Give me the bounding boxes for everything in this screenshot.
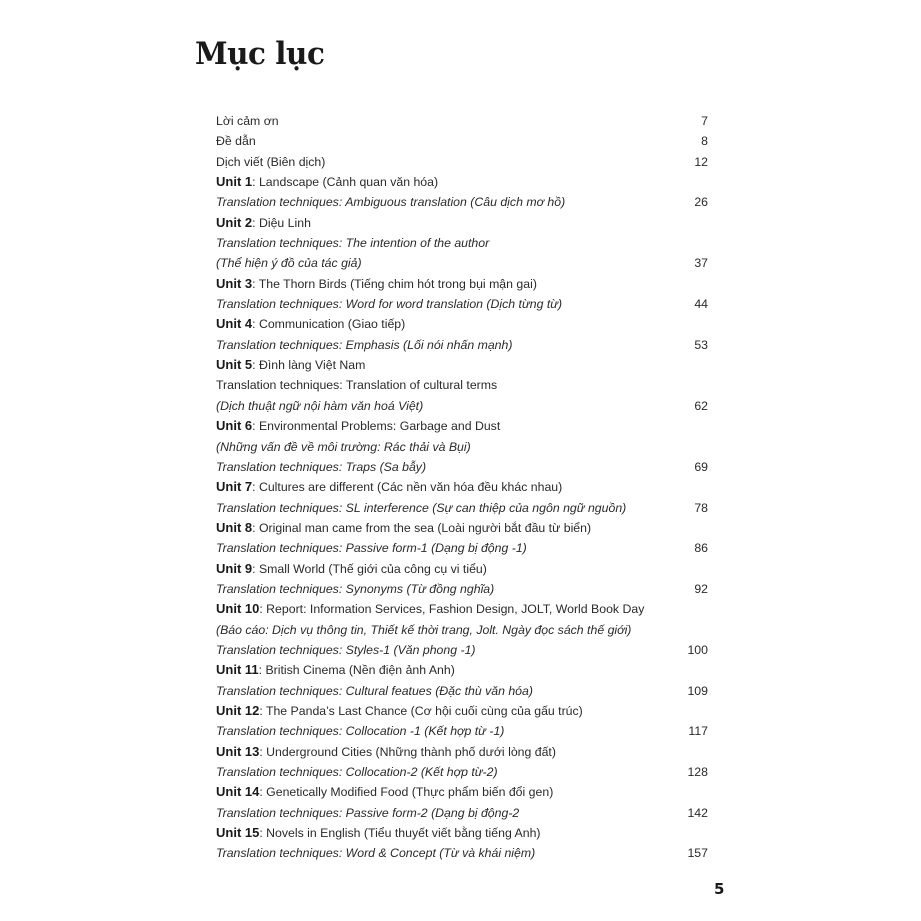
toc-page-number: 142 <box>687 805 708 820</box>
unit-heading <box>216 518 708 538</box>
toc-page-number: 7 <box>701 114 708 128</box>
unit-subline: Translation techniques: Collocation-2 (Kết hợp từ-2) <box>216 765 498 779</box>
unit-title: : The Panda’s Last Chance (Cơ hội cuối cùng của gấu trúc) <box>259 703 583 718</box>
toc-unit-entry[interactable] <box>216 599 708 660</box>
unit-heading <box>216 355 708 375</box>
toc-unit-entry[interactable] <box>216 274 708 315</box>
unit-heading <box>216 701 708 721</box>
toc-unit-entry[interactable] <box>216 742 708 783</box>
unit-heading <box>216 660 708 680</box>
unit-label: Unit 13 <box>216 743 260 759</box>
unit-subline: Translation techniques: Ambiguous translation (Câu dịch mơ hồ) <box>216 195 566 210</box>
unit-title: : Novels in English (Tiểu thuyết viết bằng tiếng Anh) <box>259 826 541 841</box>
unit-heading <box>216 213 708 233</box>
toc-page-number: 128 <box>687 765 708 779</box>
unit-title: : The Thorn Birds (Tiếng chim hót trong bụi mận gai) <box>252 276 537 291</box>
unit-label: Unit 2 <box>216 214 253 230</box>
unit-label: Unit 8 <box>216 519 253 535</box>
toc-page-number: 62 <box>694 398 708 413</box>
unit-label: Unit 3 <box>216 275 253 291</box>
toc-unit-entry[interactable] <box>216 518 708 559</box>
table-of-contents <box>216 111 708 864</box>
unit-label: Unit 4 <box>216 316 253 332</box>
toc-unit-entry[interactable] <box>216 172 708 213</box>
toc-page-number: 37 <box>694 256 708 271</box>
page-title: Mục lục <box>195 36 325 72</box>
unit-subline: (Thể hiện ý đồ của tác giả) <box>216 256 362 271</box>
unit-label: Unit 14 <box>216 784 260 800</box>
toc-entry[interactable] <box>216 131 708 151</box>
toc-entry-title: Dịch viết (Biên dịch) <box>216 154 326 169</box>
toc-entry[interactable] <box>216 111 708 131</box>
unit-subline: Translation techniques: Word & Concept (Từ và khái niệm) <box>216 846 536 861</box>
toc-page-number: 69 <box>694 459 708 474</box>
unit-heading <box>216 742 708 762</box>
unit-subline: Translation techniques: Emphasis (Lối nói nhấn mạnh) <box>216 337 513 352</box>
toc-page-number: 26 <box>694 195 708 210</box>
toc-page-number: 78 <box>694 500 708 515</box>
toc-page-number: 86 <box>694 541 708 556</box>
unit-label: Unit 5 <box>216 357 253 373</box>
toc-entry-title: Đề dẫn <box>216 134 256 149</box>
toc-page-number: 44 <box>694 297 708 312</box>
unit-subline: (Những vấn đề về môi trường: Rác thải và Bụi) <box>216 439 471 454</box>
toc-unit-entry[interactable] <box>216 477 708 518</box>
toc-page-number: 157 <box>687 846 708 861</box>
unit-subline: Translation techniques: Translation of cultural terms <box>216 378 498 393</box>
unit-label: Unit 6 <box>216 418 253 434</box>
page-number-folio: 5 <box>714 880 725 898</box>
unit-title: : Underground Cities (Những thành phố dưới lòng đất) <box>259 744 556 759</box>
toc-unit-entry[interactable] <box>216 701 708 742</box>
unit-subline: Translation techniques: Word for word translation (Dịch từng từ) <box>216 297 563 312</box>
unit-subline: Translation techniques: Cultural featues (Đặc thù văn hóa) <box>216 683 533 698</box>
unit-title: : Landscape (Cảnh quan văn hóa) <box>252 175 439 190</box>
unit-heading <box>216 782 708 802</box>
toc-unit-entry[interactable] <box>216 660 708 701</box>
unit-label: Unit 7 <box>216 479 253 495</box>
toc-page-number: 8 <box>701 134 708 149</box>
unit-subline: Translation techniques: Synonyms (Từ đồng nghĩa) <box>216 581 495 596</box>
unit-label: Unit 12 <box>216 702 260 718</box>
toc-page-number: 117 <box>688 724 708 739</box>
toc-unit-entry[interactable] <box>216 213 708 274</box>
unit-title: : Small World (Thế giới của công cụ vi tiểu) <box>252 561 487 576</box>
unit-label: Unit 11 <box>216 662 259 678</box>
unit-heading <box>216 416 708 436</box>
unit-subline: Translation techniques: Passive form-2 (Dạng bị động-2 <box>216 805 520 820</box>
unit-heading <box>216 599 708 619</box>
unit-subline: Translation techniques: Passive form-1 (Dạng bị động -1) <box>216 541 527 556</box>
toc-unit-entry[interactable] <box>216 559 708 600</box>
unit-heading <box>216 477 708 497</box>
unit-subline: Translation techniques: SL interference (Sự can thiệp của ngôn ngữ nguồn) <box>216 500 627 515</box>
unit-label: Unit 10 <box>216 601 260 617</box>
unit-list <box>216 172 708 864</box>
toc-unit-entry[interactable] <box>216 782 708 823</box>
unit-heading <box>216 559 708 579</box>
unit-title: : Đình làng Việt Nam <box>252 358 366 373</box>
toc-entry[interactable] <box>216 152 708 172</box>
toc-unit-entry[interactable] <box>216 314 708 355</box>
unit-title: : Original man came from the sea (Loài người bắt đầu từ biển) <box>252 520 592 535</box>
unit-subline: Translation techniques: Collocation -1 (Kết hợp từ -1) <box>216 724 505 739</box>
unit-title: : Diệu Linh <box>252 215 311 230</box>
unit-heading <box>216 314 708 334</box>
toc-page-number: 53 <box>694 337 708 352</box>
unit-subline: Translation techniques: Traps (Sa bẫy) <box>216 459 427 474</box>
toc-page-number: 12 <box>694 154 708 169</box>
unit-subline: Translation techniques: Styles-1 (Văn phong -1) <box>216 642 476 657</box>
front-matter <box>216 111 708 172</box>
unit-subline: Translation techniques: The intention of the author <box>216 236 490 251</box>
toc-unit-entry[interactable] <box>216 823 708 864</box>
unit-label: Unit 9 <box>216 560 253 576</box>
unit-heading <box>216 823 708 843</box>
unit-title: : Cultures are different (Các nền văn hóa đều khác nhau) <box>252 480 563 495</box>
unit-title: : Environmental Problems: Garbage and Dust <box>252 419 501 434</box>
unit-subline: (Dịch thuật ngữ nội hàm văn hoá Việt) <box>216 398 424 413</box>
toc-page-number: 100 <box>687 642 708 657</box>
unit-heading <box>216 274 708 294</box>
unit-title: : Communication (Giao tiếp) <box>252 317 406 332</box>
toc-page-number: 109 <box>687 683 708 698</box>
unit-title: : British Cinema (Nền điện ảnh Anh) <box>258 663 455 678</box>
unit-subline: (Báo cáo: Dịch vụ thông tin, Thiết kế thời trang, Jolt. Ngày đọc sách thế giới) <box>216 622 632 637</box>
unit-heading <box>216 172 708 192</box>
toc-unit-entry[interactable] <box>216 416 708 477</box>
toc-unit-entry[interactable] <box>216 355 708 416</box>
toc-entry-title: Lời cảm ơn <box>216 114 279 128</box>
unit-title: : Genetically Modified Food (Thực phẩm biến đổi gen) <box>259 785 554 800</box>
unit-label: Unit 15 <box>216 825 260 841</box>
unit-label: Unit 1 <box>216 174 253 190</box>
unit-title: : Report: Information Services, Fashion Design, JOLT, World Book Day <box>259 602 645 617</box>
toc-page-number: 92 <box>694 581 708 596</box>
